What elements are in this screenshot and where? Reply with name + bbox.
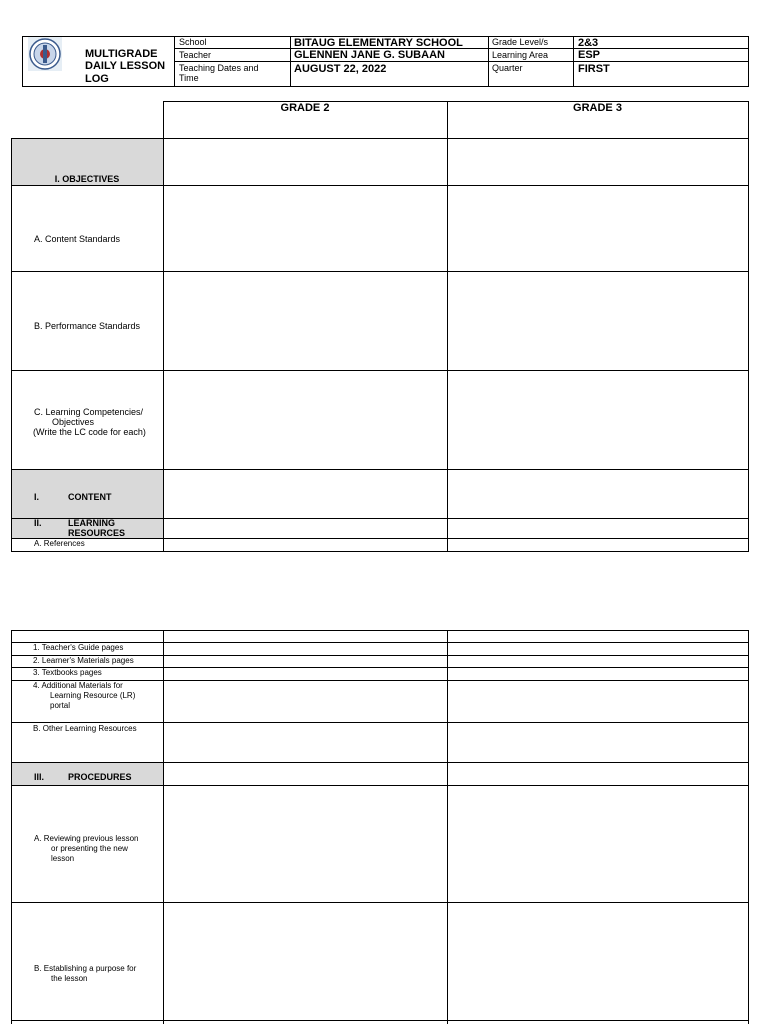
reviewing-lesson-label: A. Reviewing previous lesson: [34, 834, 139, 843]
deped-seal-logo: [28, 37, 62, 71]
log-title-line2: DAILY LESSON: [85, 60, 166, 72]
content-standards-label: A. Content Standards: [34, 234, 121, 244]
teaching-dates-label-line2: Time: [179, 73, 199, 83]
learning-resources-heading-line2: RESOURCES: [68, 528, 126, 538]
objectives-heading: I. OBJECTIVES: [54, 174, 120, 184]
teacher-label: Teacher: [179, 50, 212, 60]
procedures-number: III.: [34, 772, 45, 782]
learning-competencies-label-line2: Objectives: [52, 417, 95, 427]
additional-materials-label: 4. Additional Materials for: [33, 681, 123, 690]
content-number: I.: [34, 492, 40, 502]
grade2-column-header: GRADE 2: [280, 102, 330, 114]
procedures-heading: PROCEDURES: [68, 772, 132, 782]
log-title-line3: LOG: [85, 73, 109, 85]
log-title: MULTIGRADE: [85, 48, 158, 60]
textbooks-label: 3. Textbooks pages: [33, 668, 102, 677]
school-value: BITAUG ELEMENTARY SCHOOL: [294, 37, 463, 49]
grade-level-value: 2&3: [578, 37, 599, 49]
additional-materials-label-line3: portal: [50, 701, 71, 710]
references-label: A. References: [34, 539, 85, 548]
reviewing-lesson-label-line2: or presenting the new: [51, 844, 128, 853]
reviewing-lesson-label-line3: lesson: [51, 854, 75, 863]
additional-materials-label-line2: Learning Resource (LR): [50, 691, 136, 700]
teacher-value: GLENNEN JANE G. SUBAAN: [294, 49, 445, 61]
quarter-value: FIRST: [578, 63, 610, 75]
teaching-dates-value: AUGUST 22, 2022: [294, 63, 387, 75]
learning-area-label: Learning Area: [492, 50, 549, 60]
teachers-guide-label: 1. Teacher's Guide pages: [33, 643, 124, 652]
learning-competencies-label: C. Learning Competencies/: [34, 407, 144, 417]
other-resources-label: B. Other Learning Resources: [33, 724, 137, 733]
establishing-purpose-label-line2: the lesson: [51, 974, 88, 983]
grade3-column-header: GRADE 3: [573, 102, 622, 114]
quarter-label: Quarter: [492, 63, 523, 73]
teaching-dates-label: Teaching Dates and: [179, 63, 259, 73]
establishing-purpose-label: B. Establishing a purpose for: [34, 964, 137, 973]
learning-competencies-note: (Write the LC code for each): [33, 427, 146, 437]
school-label: School: [179, 37, 207, 47]
content-heading: CONTENT: [68, 492, 112, 502]
learning-resources-heading: LEARNING: [68, 518, 115, 528]
learning-area-value: ESP: [578, 49, 601, 61]
learning-resources-number: II.: [34, 518, 42, 528]
performance-standards-label: B. Performance Standards: [34, 321, 141, 331]
grade-level-label: Grade Level/s: [492, 37, 549, 47]
learners-materials-label: 2. Learner's Materials pages: [33, 656, 134, 665]
